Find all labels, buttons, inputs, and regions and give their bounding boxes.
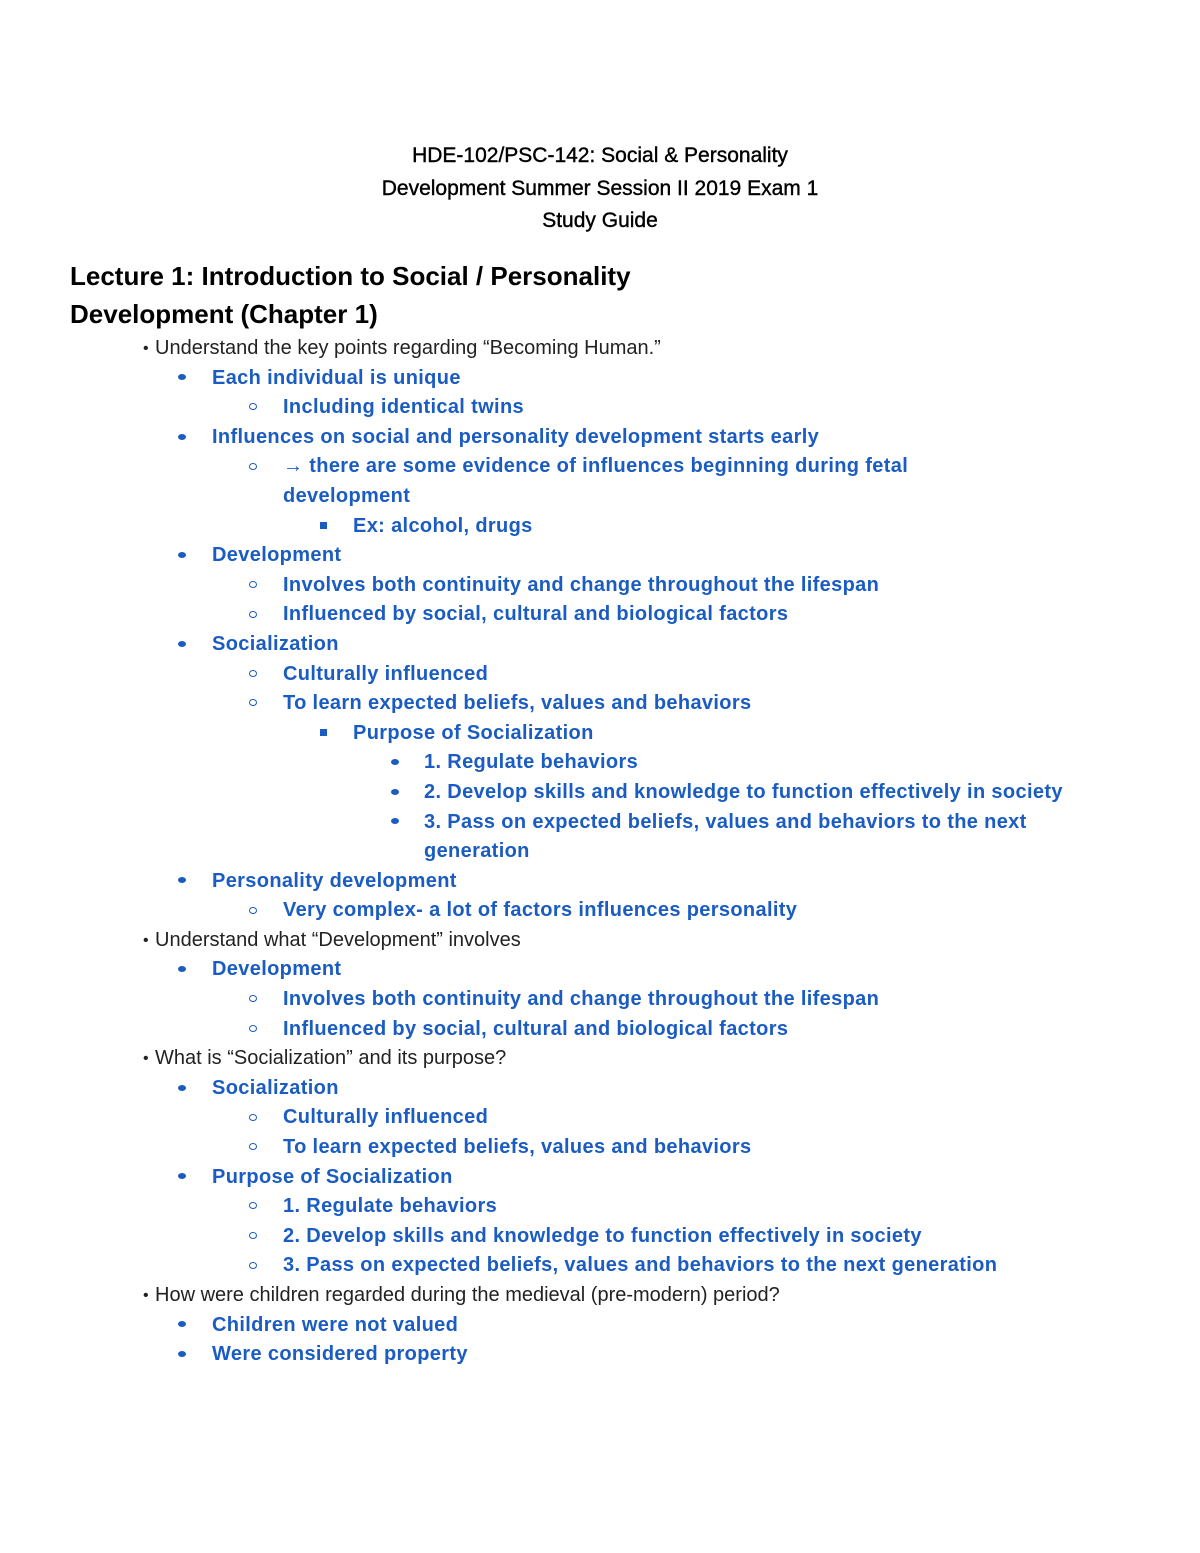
filled-circle-bullet-icon — [178, 423, 186, 453]
filled-circle-bullet-icon — [178, 1074, 186, 1104]
answer-detail: 2. Develop skills and knowledge to function effectively in society — [0, 778, 1200, 808]
question-item: • Understand the key points regarding “Becoming Human.” — [0, 334, 1200, 364]
hollow-circle-bullet-icon — [249, 1251, 257, 1281]
hollow-circle-bullet-icon — [249, 896, 257, 926]
filled-circle-bullet-icon — [178, 1311, 186, 1341]
filled-circle-bullet-icon — [178, 1163, 186, 1193]
lecture-heading-line-1: Lecture 1: Introduction to Social / Personality — [70, 261, 631, 291]
answer-subitem: To learn expected beliefs, values and behaviors — [0, 689, 1200, 719]
bullet-icon: • — [143, 1287, 149, 1304]
answer-subitem: To learn expected beliefs, values and behaviors — [0, 1133, 1200, 1163]
answer-subitem: Involves both continuity and change throughout the lifespan — [0, 985, 1200, 1015]
filled-circle-bullet-icon — [391, 778, 399, 808]
answer-item: Purpose of Socialization — [0, 1163, 1200, 1193]
hollow-circle-bullet-icon — [249, 1222, 257, 1252]
title-line-1: HDE-102/PSC-142: Social & Personality — [412, 144, 788, 167]
square-bullet-icon — [320, 512, 327, 542]
answer-subitem: Influenced by social, cultural and biological factors — [0, 600, 1200, 630]
answer-subitem: 2. Develop skills and knowledge to function effectively in society — [0, 1222, 1200, 1252]
bullet-icon: • — [143, 931, 149, 949]
answer-item: Each individual is unique — [0, 364, 1200, 394]
filled-circle-bullet-icon — [178, 364, 186, 394]
bullet-icon: • — [143, 1050, 149, 1068]
hollow-circle-bullet-icon — [249, 452, 257, 482]
answer-subitem: Culturally influenced — [0, 660, 1200, 690]
answer-detail: 1. Regulate behaviors — [0, 748, 1200, 778]
answer-subitem: Very complex- a lot of factors influences personality — [0, 896, 1200, 926]
hollow-circle-bullet-icon — [249, 1133, 257, 1163]
filled-circle-bullet-icon — [391, 748, 399, 778]
answer-item: Personality development — [0, 867, 1200, 897]
filled-circle-bullet-icon — [178, 1340, 186, 1370]
hollow-circle-bullet-icon — [249, 985, 257, 1015]
title-line-3: Study Guide — [542, 209, 658, 232]
lecture-heading-line-2: Development (Chapter 1) — [70, 298, 378, 329]
filled-circle-bullet-icon — [178, 630, 186, 660]
answer-item: Were considered property — [0, 1340, 1200, 1370]
answer-item: Socialization — [0, 1074, 1200, 1104]
hollow-circle-bullet-icon — [249, 1103, 257, 1133]
answer-item: Influences on social and personality development starts early — [0, 423, 1200, 453]
lecture-heading — [70, 258, 870, 333]
bullet-icon: • — [143, 340, 149, 357]
hollow-circle-bullet-icon — [249, 660, 257, 690]
title-line-2: Development Summer Session II 2019 Exam 1 — [381, 176, 819, 200]
answer-subitem: Culturally influenced — [0, 1103, 1200, 1133]
answer-item: Socialization — [0, 630, 1200, 660]
hollow-circle-bullet-icon — [249, 1192, 257, 1222]
hollow-circle-bullet-icon — [249, 600, 257, 630]
hollow-circle-bullet-icon — [249, 571, 257, 601]
hollow-circle-bullet-icon — [249, 689, 257, 719]
answer-subitem: Including identical twins — [0, 393, 1200, 423]
answer-item: Development — [0, 541, 1200, 571]
answer-subitem: → there are some evidence of influences beginning during fetal development — [0, 452, 1200, 511]
question-item: • What is “Socialization” and its purpose? — [0, 1044, 1200, 1074]
filled-circle-bullet-icon — [391, 808, 399, 838]
answer-subitem: Influenced by social, cultural and biological factors — [0, 1015, 1200, 1045]
hollow-circle-bullet-icon — [249, 393, 257, 423]
answer-example: Ex: alcohol, drugs — [0, 512, 1200, 542]
filled-circle-bullet-icon — [178, 541, 186, 571]
answer-item: Children were not valued — [0, 1311, 1200, 1341]
answer-item: Development — [0, 955, 1200, 985]
answer-detail: 3. Pass on expected beliefs, values and behaviors to the next generation — [0, 808, 1200, 867]
filled-circle-bullet-icon — [178, 955, 186, 985]
filled-circle-bullet-icon — [178, 867, 186, 897]
answer-subitem: Involves both continuity and change throughout the lifespan — [0, 571, 1200, 601]
document-title — [0, 140, 1200, 238]
square-bullet-icon — [320, 719, 327, 749]
question-item: • Understand what “Development” involves — [0, 926, 1200, 956]
answer-subitem: 3. Pass on expected beliefs, values and behaviors to the next generation — [0, 1251, 1200, 1281]
hollow-circle-bullet-icon — [249, 1015, 257, 1045]
study-outline — [0, 334, 1200, 1370]
answer-example: Purpose of Socialization — [0, 719, 1200, 749]
answer-subitem: 1. Regulate behaviors — [0, 1192, 1200, 1222]
question-item: • How were children regarded during the medieval (pre-modern) period? — [0, 1281, 1200, 1311]
